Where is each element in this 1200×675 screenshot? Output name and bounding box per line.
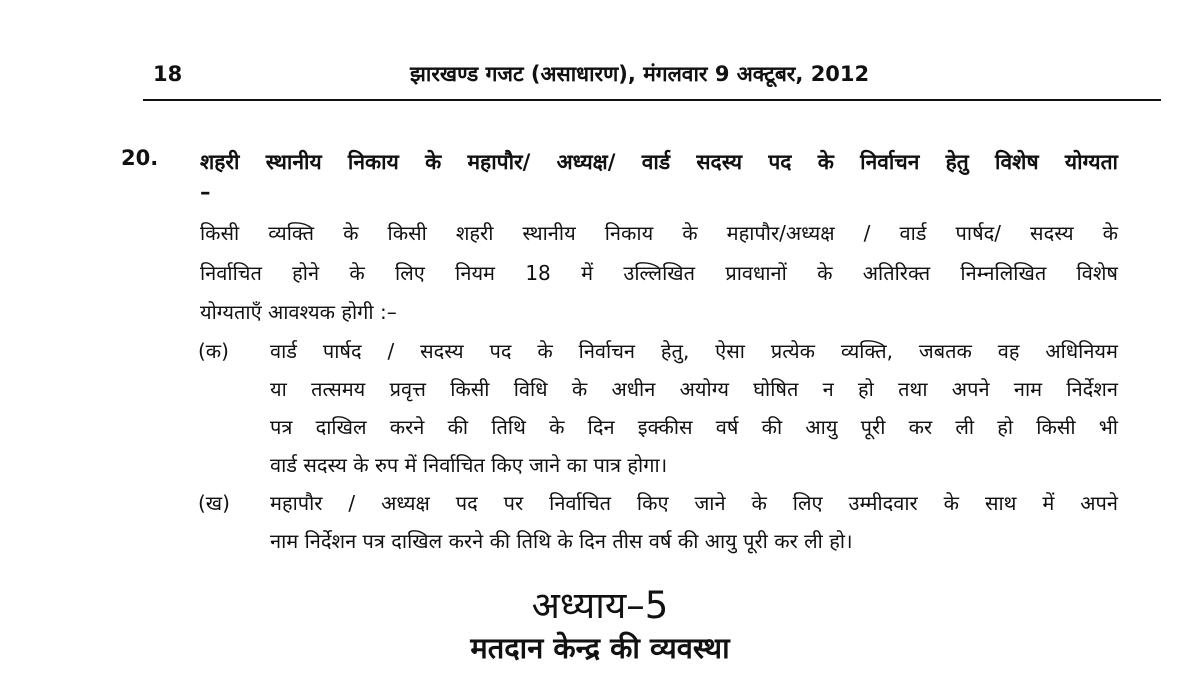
clause-line: नाम निर्देशन पत्र दाखिल करने की तिथि के दिन तीस वर्ष की आयु पूरी कर ली हो।	[270, 529, 853, 553]
clause-line: महापौर / अध्यक्ष पद पर निर्वाचित किए जाने के लिए उम्मीदवार के साथ में अपने	[270, 491, 1118, 515]
gazette-title: झारखण्ड गजट (असाधारण), मंगलवार 9 अक्टूबर, 2012	[410, 62, 870, 86]
item-marker: (क)	[198, 339, 229, 363]
section-title: शहरी स्थानीय निकाय के महापौर/ अध्यक्ष/ वार्ड सदस्य पद के निर्वाचन हेतु विशेष योग्यता	[200, 150, 1118, 174]
page-header	[0, 58, 1200, 92]
header-rule	[143, 99, 1161, 101]
item-marker: (ख)	[198, 491, 230, 515]
section-number: 20.	[121, 146, 159, 170]
intro-line: योग्यताएँ आवश्यक होगी :–	[200, 300, 397, 324]
clause-line: वार्ड सदस्य के रुप में निर्वाचित किए जाने का पात्र होगा।	[270, 453, 668, 477]
intro-line: किसी व्यक्ति के किसी शहरी स्थानीय निकाय के महापौर/अध्यक्ष / वार्ड पार्षद/ सदस्य के	[200, 221, 1118, 245]
clause-line: पत्र दाखिल करने की तिथि के दिन इक्कीस वर्ष की आयु पूरी कर ली हो किसी भी	[270, 415, 1118, 439]
chapter-heading: अध्याय–5	[531, 584, 669, 627]
chapter-subheading: मतदान केन्द्र की व्यवस्था	[470, 631, 730, 665]
clause-line: वार्ड पार्षद / सदस्य पद के निर्वाचन हेतु, ऐसा प्रत्येक व्यक्ति, जबतक वह अधिनियम	[270, 339, 1118, 363]
intro-line: निर्वाचित होने के लिए नियम 18 में उल्लिखित प्रावधानों के अतिरिक्त निम्नलिखित विशेष	[200, 261, 1118, 285]
section-title-dash: –	[200, 180, 211, 204]
clause-line: या तत्समय प्रवृत्त किसी विधि के अधीन अयोग्य घोषित न हो तथा अपने नाम निर्देशन	[270, 377, 1118, 401]
page-number: 18	[153, 62, 183, 86]
